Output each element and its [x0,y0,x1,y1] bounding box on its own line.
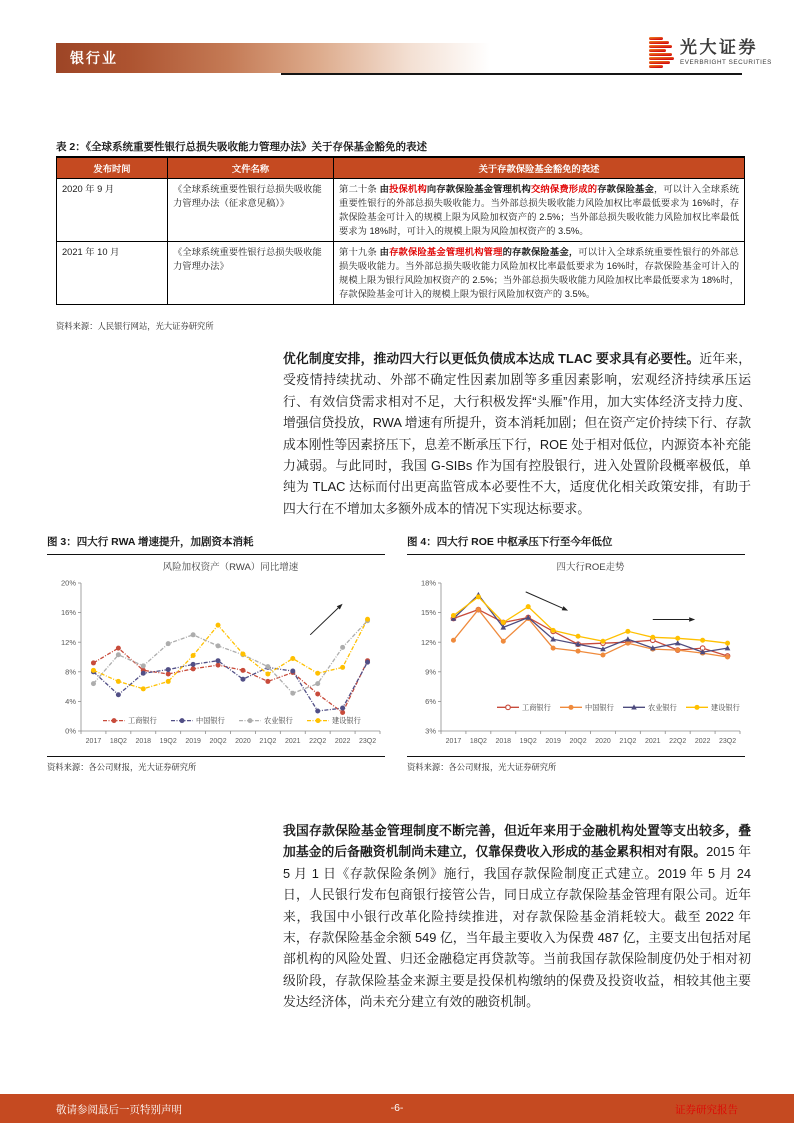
svg-text:2020: 2020 [235,738,251,745]
svg-text:0%: 0% [65,726,76,736]
cell-date: 2020 年 9 月 [57,179,168,242]
svg-text:21Q2: 21Q2 [259,738,277,745]
svg-text:风险加权资产（RWA）同比增速: 风险加权资产（RWA）同比增速 [162,562,299,573]
svg-text:12%: 12% [60,637,76,647]
svg-text:3%: 3% [425,726,436,736]
brand-logo [649,37,772,70]
svg-text:16%: 16% [60,608,76,618]
svg-text:8%: 8% [65,667,76,677]
svg-text:中国银行: 中国银行 [196,716,225,726]
paragraph-deposit-insurance-fund: 我国存款保险基金管理制度不断完善，但近年来用于金融机构处置等支出较多，叠加基金的后备融资机制尚未建立，仅靠保费收入形成的基金累积相对有限。2015 年 5 月 1 日《存款保险条例》施行，我国存款保险制度正式建立。2019 年 5 月 24 日，人民银行发布包商银行接管公告，同日成立存款保险基金管理有限公司。近年来，我国中小银行改革化险持续推进，对存款保险基金消耗较大。截至 2022 年末，存款保险基金余额 549 亿，当年最主要收入为保费 487 亿，主要支出包括对尾部机构的风险处置、归还金融稳定再贷款等。当前我国存款保险制度仍处于相对初级阶段，存款保险基金来源主要是投保机构缴纳的保费及投资收益，相较其他主要发达经济体，尚未充分建立有效的融资机制。 [283,823,752,1010]
tlac-exemption-table [56,156,745,305]
svg-text:2017: 2017 [445,738,462,745]
table-row [57,242,745,305]
figure-4-caption: 图 4：四大行 ROE 中枢承压下行至今年低位 [407,534,745,555]
footer-disclaimer: 敬请参阅最后一页特别声明 [56,1104,182,1116]
svg-text:2018: 2018 [135,738,152,745]
cell-date: 2021 年 10 月 [57,242,168,305]
svg-text:2019: 2019 [185,738,201,745]
col-header-doc: 文件名称 [168,157,334,179]
table-row [57,179,745,242]
rwa-growth-line-chart [47,557,385,753]
brand-name-cn: 光大证券 [680,38,758,57]
footer-report-type: 证券研究报告 [675,1104,738,1116]
cell-desc: 第十九条 由存款保险基金管理机构管理的存款保险基金，可以计入全球系统重要性银行的外部总损失吸收能力。当外部总损失吸收能力风险加权比率最低要求为 16%时，存款保险基金可计入的规模上限为银行风险加权资产的 2.5%；当外部总损失吸收能力风险加权比率最低要求为 18%时，存款保险基金可计入的规模上限为银行风险加权资产的 3.5%。 [334,242,745,305]
svg-text:中国银行: 中国银行 [585,702,614,712]
everbright-logo-icon [649,37,674,70]
figure-4-source: 资料来源：各公司财报，光大证券研究所 [407,762,557,772]
cell-desc: 第二十条 由投保机构向存款保险基金管理机构交纳保费形成的存款保险基金，可以计入全球系统重要性银行的外部总损失吸收能力。当外部总损失吸收能力风险加权比率最低要求为 16%时，存款保险基金可计入的规模上限为风险加权资产的 2.5%；当外部总损失吸收能力风险加权比率最低要求为 18%时，可计入的规模上限为风险加权资产的 3.5%。 [334,179,745,242]
svg-text:20Q2: 20Q2 [569,738,587,745]
svg-text:2017: 2017 [85,738,102,745]
svg-text:23Q2: 23Q2 [358,738,377,745]
figure-4-rule [407,756,745,757]
svg-text:2018: 2018 [495,738,512,745]
svg-text:2019: 2019 [545,738,561,745]
header-sector-bar [56,43,508,73]
cell-doc: 《全球系统重要性银行总损失吸收能力管理办法》 [168,242,334,305]
header-rule [281,73,742,75]
paragraph-tlac-optimization: 优化制度安排，推动四大行以更低负债成本达成 TLAC 要求具有必要性。近年来，受疫情持续扰动、外部不确定性因素加剧等多重因素影响，宏观经济持续承压运行、有效信贷需求相对不足，大行积极发挥“头雁”作用，加大实体经济支持力度、增强信贷投放，RWA 增速有所提升，资本消耗加剧；但在资产定价持续下行、存款成本刚性等因素挤压下，息差不断承压下行，ROE 处于相对低位，内源资本补充能力减弱。与此同时，我国 G-SIBs 作为国有控股银行，进入处置阶段概率极低，单纯为 TLAC 达标而付出更高监管成本必要性不大，适度优化相关政策安排，有助于四大行在不增加太多额外成本的情况下实现达标要求。 [283,351,752,516]
svg-text:22Q2: 22Q2 [669,738,687,745]
svg-text:建设银行: 建设银行 [332,716,361,726]
svg-text:19Q2: 19Q2 [519,738,537,745]
svg-text:建设银行: 建设银行 [711,702,740,712]
svg-text:4%: 4% [65,697,76,706]
footer-bar [0,1094,794,1123]
svg-text:2022: 2022 [694,738,711,745]
svg-text:2021: 2021 [645,738,661,745]
roe-trend-line-chart [407,557,745,753]
svg-text:2020: 2020 [595,738,611,745]
svg-text:18%: 18% [420,578,436,588]
figure-3 [47,534,385,773]
svg-text:22Q2: 22Q2 [309,738,327,745]
svg-text:农业银行: 农业银行 [264,716,293,726]
svg-text:15%: 15% [420,608,436,618]
cell-doc: 《全球系统重要性银行总损失吸收能力管理办法（征求意见稿）》 [168,179,334,242]
svg-text:工商银行: 工商银行 [522,702,551,712]
figure-3-caption: 图 3：四大行 RWA 增速提升，加剧资本消耗 [47,534,385,555]
table-2-title: 表 2：《全球系统重要性银行总损失吸收能力管理办法》关于存保基金豁免的表述 [56,141,428,153]
svg-text:9%: 9% [425,667,436,677]
svg-text:农业银行: 农业银行 [648,702,677,712]
svg-text:12%: 12% [420,637,436,647]
svg-text:2021: 2021 [285,738,301,745]
svg-text:四大行ROE走势: 四大行ROE走势 [556,562,625,573]
brand-name-en: EVERBRIGHT SECURITIES [680,59,772,66]
col-header-desc: 关于存款保险基金豁免的表述 [334,157,745,179]
svg-text:23Q2: 23Q2 [718,738,737,745]
svg-text:2022: 2022 [334,738,351,745]
figure-3-source: 资料来源：各公司财报，光大证券研究所 [47,762,197,772]
svg-text:21Q2: 21Q2 [619,738,637,745]
table-source-note: 资料来源：人民银行网站，光大证券研究所 [56,321,214,331]
col-header-date: 发布时间 [57,157,168,179]
svg-text:18Q2: 18Q2 [109,738,127,745]
svg-text:20Q2: 20Q2 [209,738,227,745]
brand-text [680,37,772,66]
svg-text:工商银行: 工商银行 [128,716,157,726]
footer-page-number: -6- [390,1102,404,1114]
sector-label: 银行业 [70,50,118,66]
table-header-row [57,157,745,179]
svg-text:18Q2: 18Q2 [469,738,487,745]
svg-text:6%: 6% [425,697,436,706]
figure-3-rule [47,756,385,757]
svg-text:20%: 20% [60,578,76,588]
svg-text:19Q2: 19Q2 [159,738,177,745]
figure-4 [407,534,745,773]
